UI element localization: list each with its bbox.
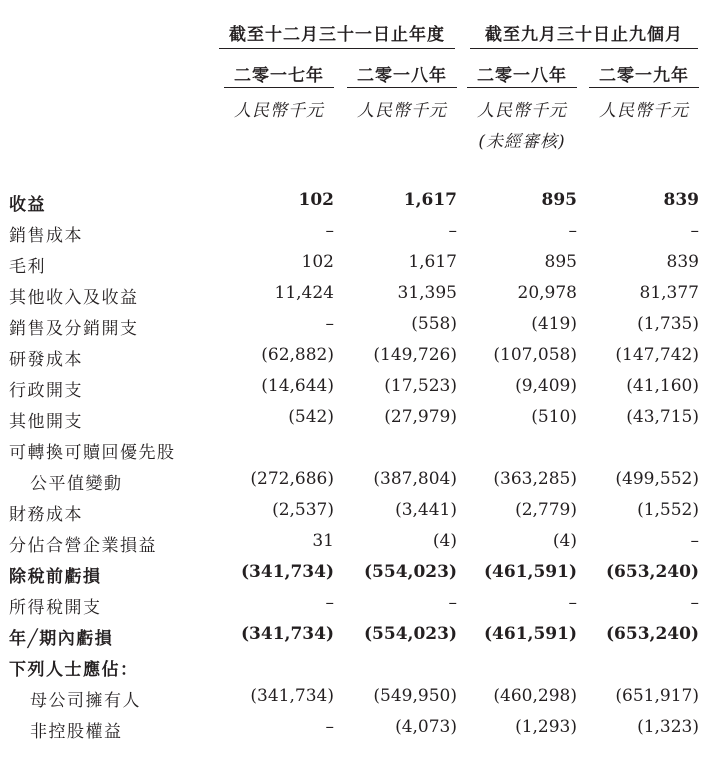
row-label: 毛利	[9, 257, 46, 277]
cell-2018: 1,617	[403, 190, 457, 210]
year-underline-col2	[347, 87, 457, 88]
table-row	[0, 713, 706, 744]
cell-9m-2019: (653,240)	[606, 562, 699, 582]
cell-2018: 31,395	[397, 283, 457, 303]
table-row	[0, 682, 706, 713]
row-label: 母公司擁有人	[30, 691, 141, 711]
cell-9m-2019: 839	[663, 190, 699, 210]
cell-9m-2018: (461,591)	[484, 624, 577, 644]
table-row	[0, 341, 706, 372]
cell-2018: (554,023)	[364, 562, 457, 582]
cell-2018: (549,950)	[373, 686, 457, 706]
table-row	[0, 186, 706, 217]
cell-9m-2018: (461,591)	[484, 562, 577, 582]
row-label: 除稅前虧損	[9, 567, 102, 587]
year-header-col4: 二零一九年	[599, 66, 689, 86]
cell-2017: 102	[298, 190, 334, 210]
year-header-col1: 二零一七年	[234, 66, 324, 86]
cell-9m-2019: 839	[666, 252, 699, 272]
cell-9m-2018: 20,978	[517, 283, 577, 303]
row-label: 年╱期內虧損	[9, 629, 114, 649]
cell-9m-2019: (1,735)	[637, 314, 699, 334]
unit-header-col2: 人民幣千元	[357, 101, 447, 121]
cell-2018: (387,804)	[373, 469, 457, 489]
cell-2017: –	[325, 593, 334, 613]
row-label: 其他收入及收益	[9, 288, 139, 308]
row-label: 財務成本	[9, 505, 83, 525]
cell-2017: (341,734)	[250, 686, 334, 706]
table-row	[0, 589, 706, 620]
cell-2018: (17,523)	[384, 376, 457, 396]
period-underline-year-ended	[219, 48, 455, 49]
table-row	[0, 217, 706, 248]
unaudited-note: (未經審核)	[478, 132, 566, 152]
cell-9m-2018: (2,779)	[515, 500, 577, 520]
cell-2017: (2,537)	[272, 500, 334, 520]
row-label: 下列人士應佔：	[9, 660, 139, 680]
table-row	[0, 310, 706, 341]
cell-9m-2018: (107,058)	[493, 345, 577, 365]
cell-2018: 1,617	[408, 252, 457, 272]
cell-2017: 11,424	[274, 283, 334, 303]
year-underline-col4	[589, 87, 699, 88]
cell-2018: –	[448, 593, 457, 613]
unit-header-col4: 人民幣千元	[599, 101, 689, 121]
row-label: 其他開支	[9, 412, 83, 432]
cell-9m-2019: (499,552)	[615, 469, 699, 489]
cell-9m-2018: 895	[544, 252, 577, 272]
cell-9m-2018: (4)	[552, 531, 577, 551]
cell-9m-2019: –	[690, 531, 699, 551]
table-row	[0, 465, 706, 496]
cell-9m-2018: (363,285)	[493, 469, 577, 489]
cell-2017: –	[325, 314, 334, 334]
table-row	[0, 620, 706, 651]
table-row	[0, 403, 706, 434]
year-header-col2: 二零一八年	[357, 66, 447, 86]
cell-2017: –	[325, 717, 334, 737]
cell-2017: 102	[301, 252, 334, 272]
cell-9m-2019: (43,715)	[626, 407, 699, 427]
cell-9m-2018: (419)	[531, 314, 577, 334]
row-label: 分佔合營企業損益	[9, 536, 157, 556]
cell-9m-2018: 895	[541, 190, 577, 210]
row-label: 非控股權益	[30, 722, 123, 742]
row-label: 研發成本	[9, 350, 83, 370]
cell-9m-2019: (653,240)	[606, 624, 699, 644]
cell-9m-2019: (651,917)	[615, 686, 699, 706]
cell-2018: (149,726)	[373, 345, 457, 365]
row-label: 收益	[9, 195, 46, 215]
table-row	[0, 434, 706, 465]
cell-2017: 31	[312, 531, 334, 551]
table-row	[0, 248, 706, 279]
cell-9m-2019: (1,552)	[637, 500, 699, 520]
cell-2018: (554,023)	[364, 624, 457, 644]
cell-2017: (272,686)	[250, 469, 334, 489]
table-row	[0, 651, 706, 682]
cell-2018: (3,441)	[395, 500, 457, 520]
row-label: 可轉換可贖回優先股	[9, 443, 176, 463]
table-row	[0, 558, 706, 589]
cell-2018: (558)	[411, 314, 457, 334]
row-label: 所得稅開支	[9, 598, 102, 618]
table-row	[0, 527, 706, 558]
cell-9m-2019: –	[690, 221, 699, 241]
cell-2017: (341,734)	[241, 624, 334, 644]
year-header-col3: 二零一八年	[477, 66, 567, 86]
cell-2017: (62,882)	[261, 345, 334, 365]
row-label: 銷售及分銷開支	[9, 319, 139, 339]
period-header-year-ended: 截至十二月三十一日止年度	[229, 25, 445, 45]
cell-9m-2019: (1,323)	[637, 717, 699, 737]
cell-9m-2018: –	[568, 593, 577, 613]
cell-2017: –	[325, 221, 334, 241]
year-underline-col3	[467, 87, 577, 88]
period-header-nine-months: 截至九月三十日止九個月	[485, 25, 683, 45]
cell-9m-2018: (9,409)	[515, 376, 577, 396]
unit-header-col3: 人民幣千元	[477, 101, 567, 121]
cell-2017: (14,644)	[261, 376, 334, 396]
cell-2017: (542)	[288, 407, 334, 427]
year-underline-col1	[224, 87, 334, 88]
table-row	[0, 372, 706, 403]
cell-2017: (341,734)	[241, 562, 334, 582]
cell-9m-2018: –	[568, 221, 577, 241]
cell-9m-2019: (41,160)	[626, 376, 699, 396]
cell-9m-2019: 81,377	[639, 283, 699, 303]
cell-2018: (4,073)	[395, 717, 457, 737]
cell-2018: –	[448, 221, 457, 241]
row-label: 公平值變動	[30, 474, 123, 494]
cell-9m-2018: (1,293)	[515, 717, 577, 737]
table-row	[0, 496, 706, 527]
cell-9m-2019: –	[690, 593, 699, 613]
table-row	[0, 279, 706, 310]
cell-9m-2018: (460,298)	[493, 686, 577, 706]
unit-header-col1: 人民幣千元	[234, 101, 324, 121]
cell-9m-2018: (510)	[531, 407, 577, 427]
cell-2018: (27,979)	[384, 407, 457, 427]
row-label: 銷售成本	[9, 226, 83, 246]
cell-9m-2019: (147,742)	[615, 345, 699, 365]
cell-2018: (4)	[432, 531, 457, 551]
period-underline-nine-months	[470, 48, 698, 49]
row-label: 行政開支	[9, 381, 83, 401]
